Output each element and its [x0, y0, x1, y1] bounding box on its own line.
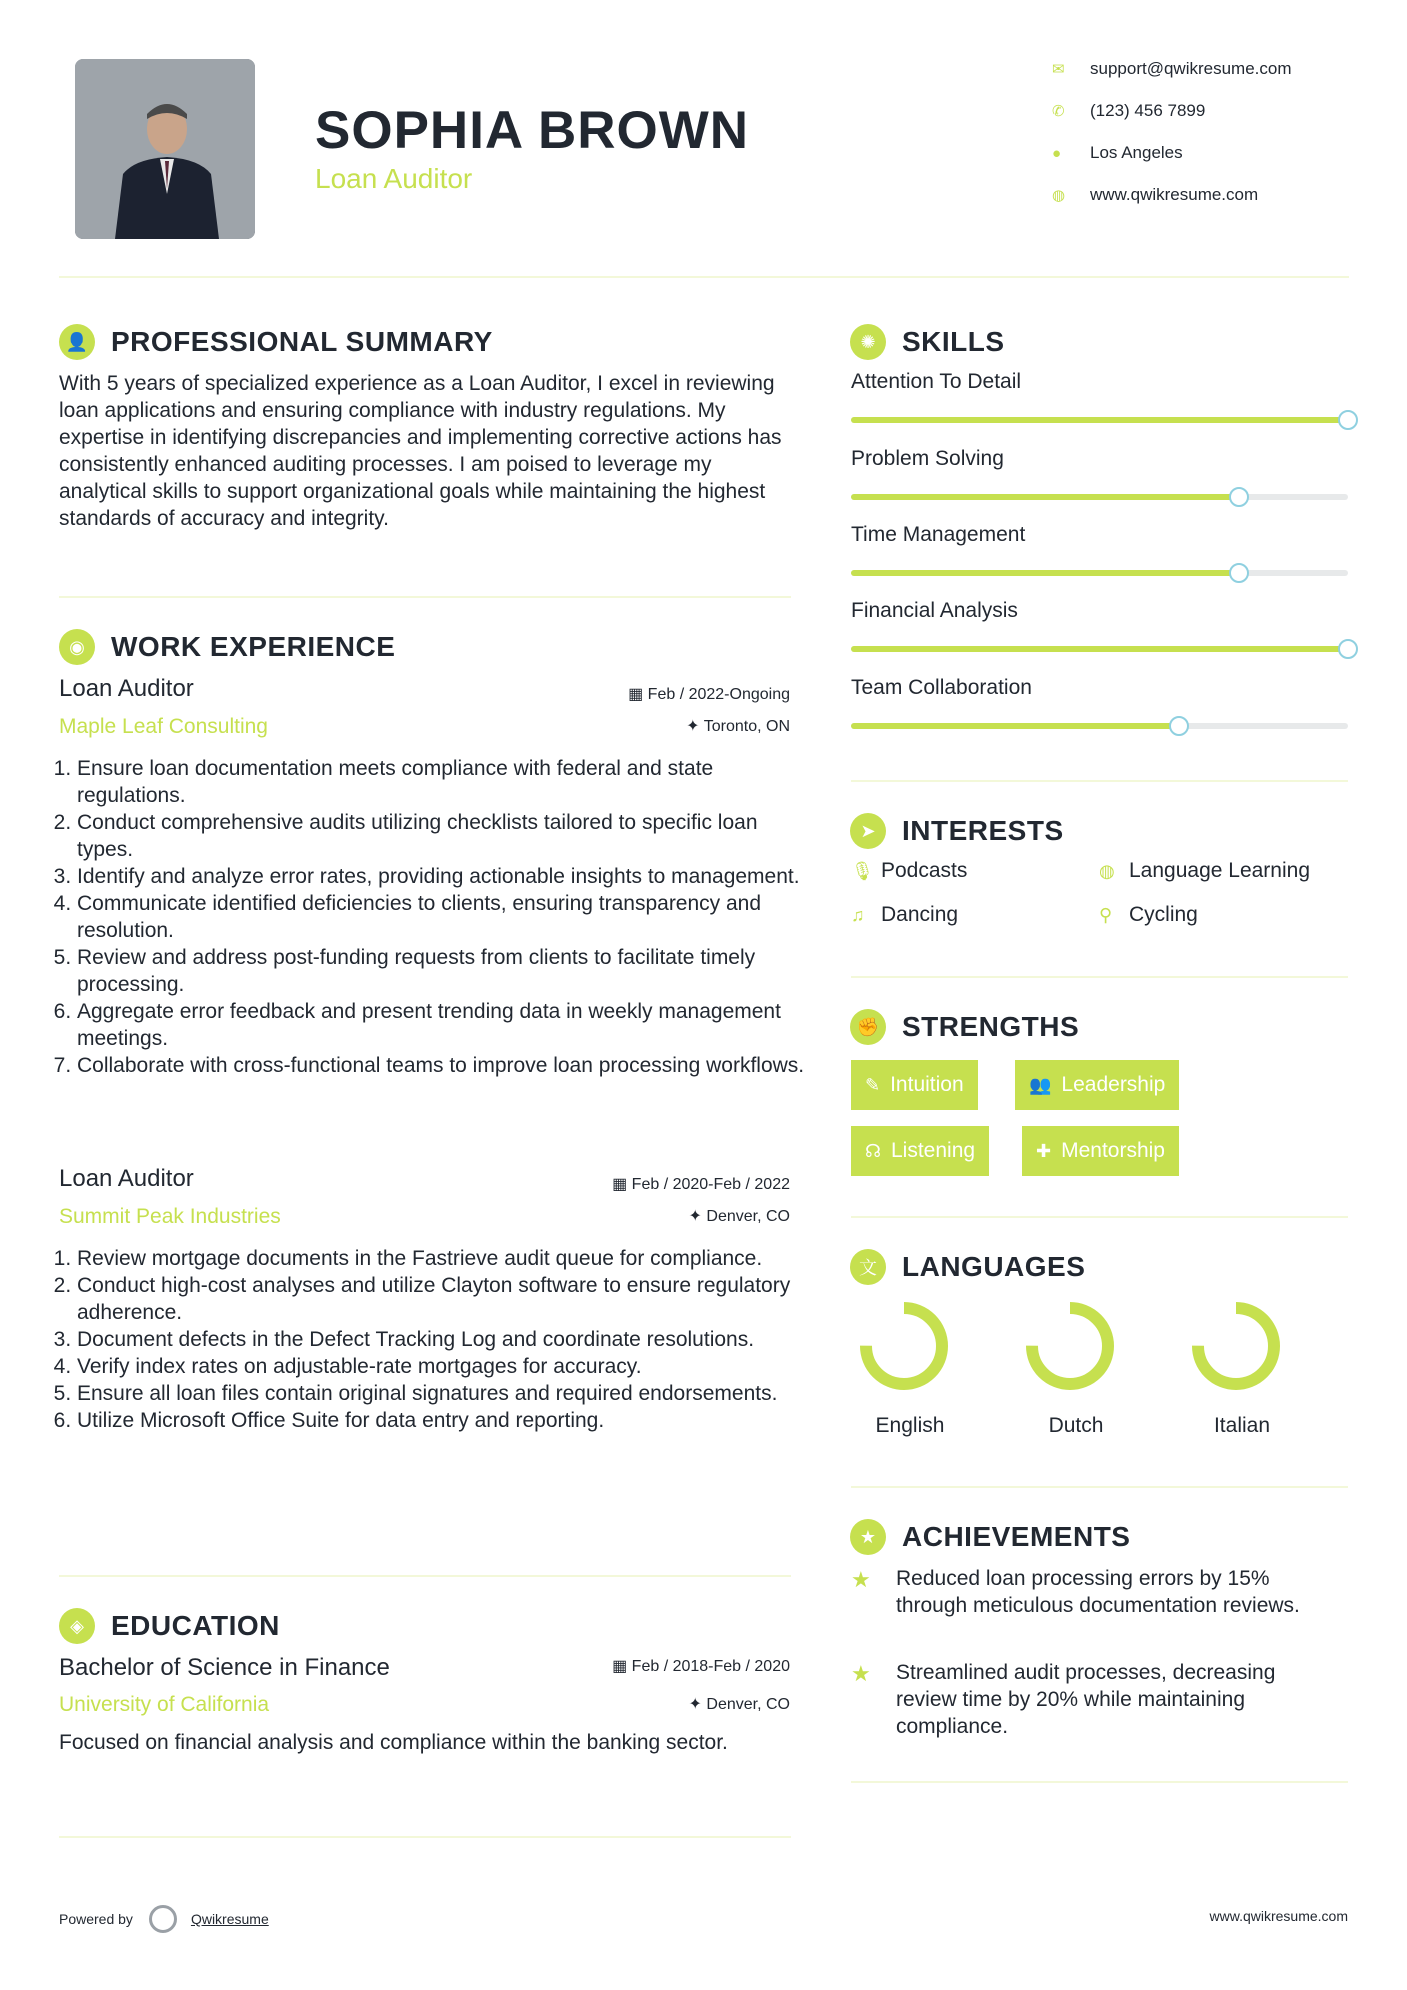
pushpin-icon: ✦ — [686, 718, 700, 735]
language-ring — [1022, 1298, 1118, 1394]
skill-bar — [851, 494, 1348, 500]
education-location — [560, 1694, 790, 1714]
skill-bar-fill — [851, 570, 1239, 576]
education-heading: EDUCATION — [111, 1610, 280, 1641]
duty-item: 2. Conduct high-cost analyses and utilize Clayton software to ensure regulatory adherence. — [77, 1272, 812, 1326]
skill-bar-fill — [851, 646, 1348, 652]
job-location-1 — [560, 716, 790, 736]
job-title-1: Loan Auditor — [59, 675, 194, 702]
language-ring — [856, 1298, 952, 1394]
language-ring — [1188, 1298, 1284, 1394]
skill-label: Attention To Detail — [851, 370, 1022, 393]
skill-bar-knob — [1229, 487, 1249, 507]
job-location-2 — [560, 1206, 790, 1226]
achievement-text: Streamlined audit processes, decreasing review time by 20% while maintaining compliance. — [896, 1661, 1276, 1738]
education-degree: Bachelor of Science in Finance — [59, 1654, 390, 1681]
graduation-cap-icon: ◈ — [59, 1608, 95, 1644]
footer-brand-link[interactable]: Qwikresume — [190, 1911, 269, 1927]
strengths-divider — [851, 1216, 1348, 1218]
achievement-item — [851, 1565, 1316, 1619]
user-plus-icon: ✚ — [1036, 1140, 1052, 1161]
contact-website[interactable] — [1052, 181, 1258, 209]
calendar-icon: ▦ — [628, 686, 644, 703]
lightbulb-icon: ✺ — [850, 324, 886, 360]
language-ring-arc — [866, 1308, 942, 1384]
skill-label: Financial Analysis — [851, 599, 1018, 622]
powered-by-text: Powered by — [59, 1911, 133, 1927]
job-dates-1-text: Feb / 2022-Ongoing — [647, 686, 790, 703]
globe-icon: ◍ — [1099, 860, 1115, 881]
skill-bar-fill — [851, 417, 1348, 423]
job-dates-1 — [560, 684, 790, 704]
job-dates-2-text: Feb / 2020-Feb / 2022 — [631, 1176, 790, 1193]
globe-icon: ◍ — [1052, 187, 1066, 204]
strength-label: Leadership — [1061, 1073, 1166, 1096]
contact-email[interactable] — [1052, 55, 1292, 83]
job-duties-2 — [59, 1245, 812, 1434]
strength-tag — [851, 1060, 978, 1110]
language-label: Italian — [1213, 1414, 1271, 1437]
skills-heading: SKILLS — [902, 326, 1005, 357]
footer-powered — [59, 1905, 269, 1933]
interests-divider — [851, 976, 1348, 978]
contact-email-text: support@qwikresume.com — [1090, 59, 1292, 78]
achievements-divider — [851, 1781, 1348, 1783]
contact-location-text: Los Angeles — [1090, 143, 1183, 162]
strength-tag — [1022, 1126, 1179, 1176]
candidate-name: SOPHIA BROWN — [315, 101, 750, 160]
interest-item — [1099, 859, 1310, 883]
candidate-role: Loan Auditor — [315, 163, 473, 194]
education-description: Focused on financial analysis and compliance within the banking sector. — [59, 1731, 728, 1754]
job-company-1: Maple Leaf Consulting — [59, 715, 268, 738]
pushpin-icon: ✦ — [688, 1696, 702, 1713]
duty-item: 6. Utilize Microsoft Office Suite for data entry and reporting. — [77, 1407, 812, 1434]
bicycle-icon: ⚲ — [1099, 904, 1113, 925]
summary-heading: PROFESSIONAL SUMMARY — [111, 326, 493, 357]
headphones-icon: ☊ — [865, 1140, 881, 1161]
duty-item: 3. Identify and analyze error rates, providing actionable insights to management. — [77, 863, 812, 890]
contact-phone[interactable] — [1052, 97, 1205, 125]
music-note-icon: ♫ — [851, 904, 865, 925]
achievement-item — [851, 1659, 1316, 1740]
experience-heading: WORK EXPERIENCE — [111, 631, 396, 662]
briefcase-icon: ◉ — [59, 629, 95, 665]
interest-label: Dancing — [881, 903, 959, 926]
job-dates-2 — [540, 1174, 790, 1194]
job-title-2: Loan Auditor — [59, 1165, 194, 1192]
skill-label: Problem Solving — [851, 447, 1004, 470]
contact-phone-text: (123) 456 7899 — [1090, 101, 1206, 120]
phone-icon: ✆ — [1052, 103, 1065, 120]
strength-label: Intuition — [890, 1073, 964, 1096]
user-icon: 👤 — [59, 324, 95, 360]
summary-text: With 5 years of specialized experience as a Loan Auditor, I excel in reviewing loan applications and ensuring compliance with industry regulations. My expertise in identifying discrepancies and implementing corrective actions has consistently enhanced auditing processes. I am poised to leverage my analytical skills to support organizational goals while maintaining the highest standards of accuracy and integrity. — [59, 372, 782, 530]
duty-item: 4. Verify index rates on adjustable-rate mortgages for accuracy. — [77, 1353, 812, 1380]
magic-wand-icon: ✎ — [865, 1074, 881, 1095]
profile-photo — [75, 59, 255, 239]
skill-bar-knob — [1229, 563, 1249, 583]
interest-label: Podcasts — [881, 859, 968, 882]
interest-item — [851, 903, 958, 927]
education-location-text: Denver, CO — [706, 1696, 790, 1713]
language-ring-arc — [1198, 1308, 1274, 1384]
paper-plane-icon: ➤ — [850, 813, 886, 849]
duty-item: 5. Ensure all loan files contain original signatures and required endorsements. — [77, 1380, 812, 1407]
duty-item: 3. Document defects in the Defect Tracking Log and coordinate resolutions. — [77, 1326, 812, 1353]
strength-tag — [1015, 1060, 1179, 1110]
qwikresume-logo-icon — [149, 1905, 177, 1933]
languages-heading: LANGUAGES — [902, 1251, 1086, 1282]
skill-bar — [851, 417, 1348, 423]
strengths-heading: STRENGTHS — [902, 1011, 1080, 1042]
skill-bar-fill — [851, 494, 1239, 500]
duty-item: 4. Communicate identified deficiencies to clients, ensuring transparency and resolution. — [77, 890, 812, 944]
interest-item — [1099, 903, 1198, 927]
duty-item: 1. Ensure loan documentation meets compliance with federal and state regulations. — [77, 755, 812, 809]
header-divider — [59, 276, 1349, 278]
strength-label: Listening — [891, 1139, 976, 1162]
footer-website[interactable]: www.qwikresume.com — [1209, 1908, 1348, 1924]
pushpin-icon: ✦ — [688, 1208, 702, 1225]
strength-tag — [851, 1126, 989, 1176]
job-location-1-text: Toronto, ON — [703, 718, 790, 735]
shooting-star-icon: ★ — [851, 1567, 871, 1592]
duty-item: 2. Conduct comprehensive audits utilizing checklists tailored to specific loan types. — [77, 809, 812, 863]
language-icon: 文 — [850, 1249, 886, 1285]
users-icon: 👥 — [1029, 1074, 1052, 1095]
language-label: English — [875, 1414, 945, 1437]
duty-item: 6. Aggregate error feedback and present trending data in weekly management meetings. — [77, 998, 812, 1052]
summary-divider — [59, 596, 791, 598]
skill-bar-knob — [1338, 410, 1358, 430]
achievement-text: Reduced loan processing errors by 15% through meticulous documentation reviews. — [896, 1567, 1300, 1617]
fist-icon: ✊ — [850, 1009, 886, 1045]
education-school: University of California — [59, 1693, 270, 1716]
education-dates-text: Feb / 2018-Feb / 2020 — [631, 1658, 790, 1675]
language-label: Dutch — [1048, 1414, 1104, 1437]
skills-divider — [851, 780, 1348, 782]
education-divider — [59, 1836, 791, 1838]
microphone-icon: 🎙 — [851, 860, 874, 881]
strength-label: Mentorship — [1061, 1139, 1165, 1162]
skill-bar-knob — [1169, 716, 1189, 736]
duty-item: 1. Review mortgage documents in the Fastrieve audit queue for compliance. — [77, 1245, 812, 1272]
experience-divider — [59, 1575, 791, 1577]
map-pin-icon: ● — [1052, 144, 1062, 162]
interests-heading: INTERESTS — [902, 815, 1064, 846]
duty-item: 7. Collaborate with cross-functional teams to improve loan processing workflows. — [77, 1052, 812, 1079]
star-badge-icon: ★ — [850, 1519, 886, 1555]
skill-bar — [851, 570, 1348, 576]
contact-location — [1052, 139, 1183, 167]
person-silhouette-icon — [75, 59, 255, 239]
skill-bar-knob — [1338, 639, 1358, 659]
envelope-icon: ✉ — [1052, 61, 1065, 78]
job-company-2: Summit Peak Industries — [59, 1205, 281, 1228]
skill-bar — [851, 723, 1348, 729]
skill-bar-fill — [851, 723, 1179, 729]
skill-label: Team Collaboration — [851, 676, 1032, 699]
calendar-icon: ▦ — [612, 1176, 628, 1193]
achievements-heading: ACHIEVEMENTS — [902, 1521, 1131, 1552]
job-duties-1 — [59, 755, 812, 1079]
duty-item: 5. Review and address post-funding requests from clients to facilitate timely processing. — [77, 944, 812, 998]
calendar-icon: ▦ — [612, 1658, 628, 1675]
skill-label: Time Management — [851, 523, 1026, 546]
shooting-star-icon: ★ — [851, 1661, 871, 1686]
skill-bar — [851, 646, 1348, 652]
contact-website-text: www.qwikresume.com — [1090, 185, 1259, 204]
interest-label: Language Learning — [1129, 859, 1311, 882]
languages-divider — [851, 1486, 1348, 1488]
interest-label: Cycling — [1129, 903, 1198, 926]
education-dates — [540, 1656, 790, 1676]
interest-item — [851, 859, 967, 883]
job-location-2-text: Denver, CO — [706, 1208, 790, 1225]
language-ring-arc — [1032, 1308, 1108, 1384]
